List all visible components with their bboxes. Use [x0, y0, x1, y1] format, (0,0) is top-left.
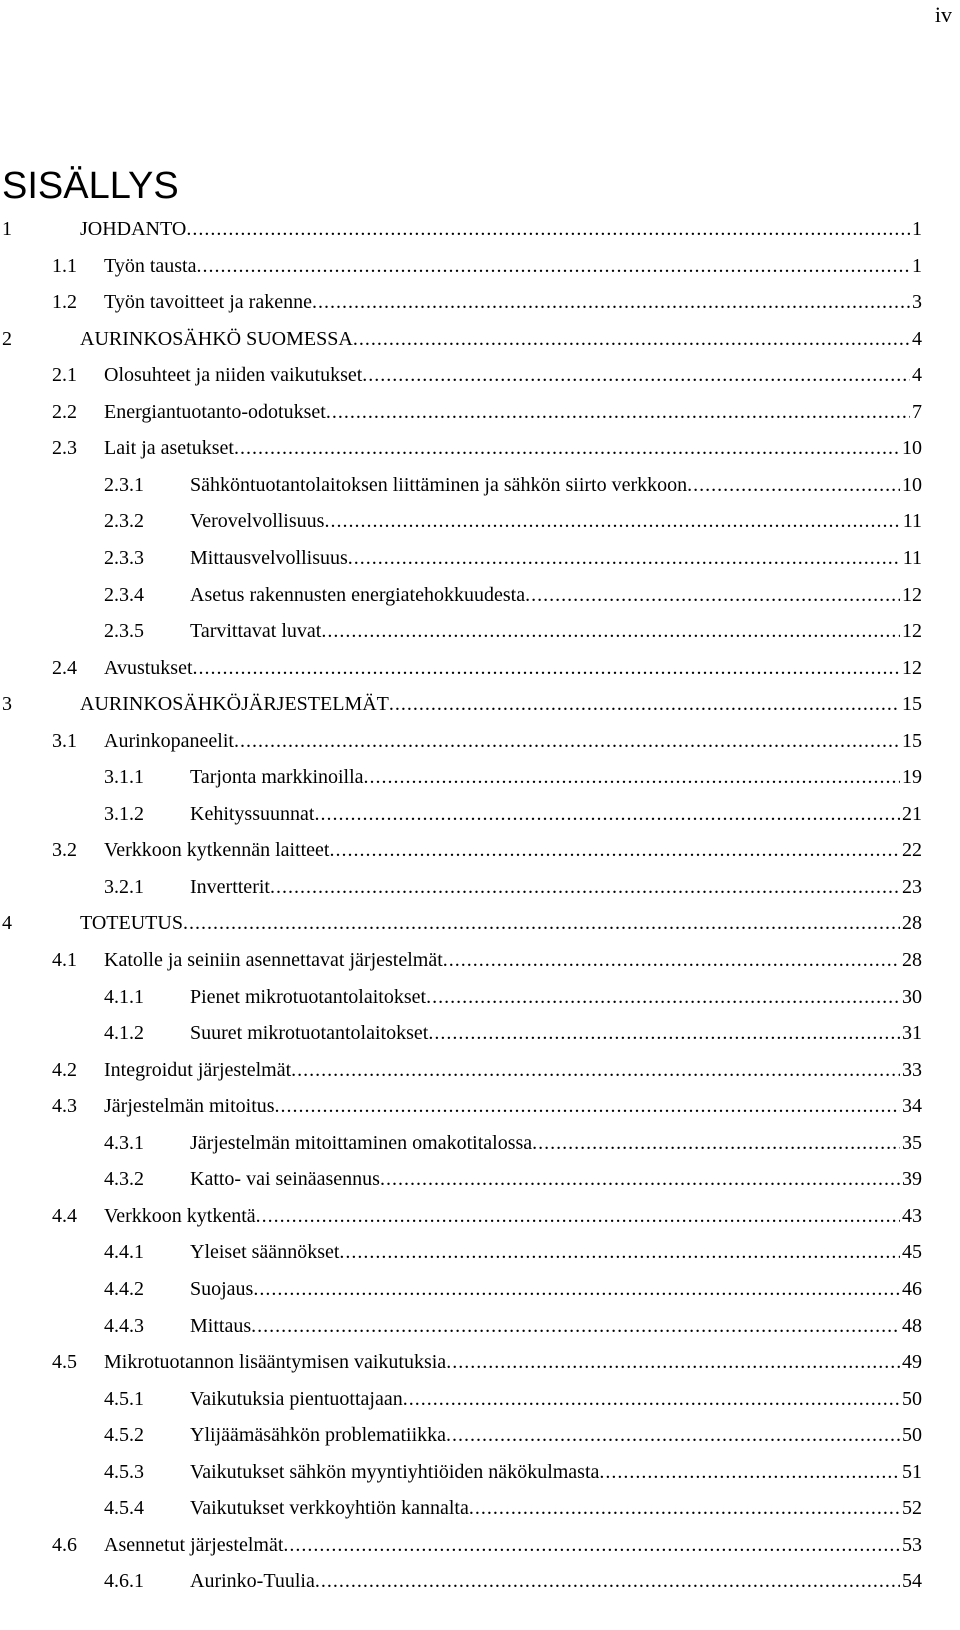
toc-entry-title: Tarvittavat luvat	[190, 620, 322, 643]
toc-entry-page: 11	[902, 546, 922, 569]
toc-entry-number: 4.2	[52, 1058, 77, 1081]
toc-entry[interactable]	[0, 357, 922, 393]
toc-entry-page: 31	[902, 1022, 922, 1045]
toc-entry-title: Vaikutukset sähkön myyntiyhtiöiden näkökulmasta	[190, 1460, 600, 1483]
toc-entry[interactable]	[0, 1015, 922, 1051]
toc-entry-body	[80, 905, 922, 941]
dot-leader	[283, 1527, 900, 1563]
toc-entry-title: Aurinkopaneelit	[104, 729, 234, 752]
toc-entry-title: Suojaus	[190, 1277, 254, 1300]
toc-entry-title: Järjestelmän mitoittaminen omakotitalossa	[190, 1131, 533, 1154]
toc-entry-page: 48	[902, 1314, 922, 1337]
toc-entry-number: 3.1	[52, 729, 77, 752]
toc-entry-page: 4	[912, 364, 922, 387]
toc-entry-number: 4.4.2	[104, 1277, 144, 1300]
toc-entry-page: 15	[902, 693, 922, 716]
toc-entry-number: 3.2.1	[104, 875, 144, 898]
dot-leader	[428, 1015, 900, 1051]
toc-entry-title: Verkkoon kytkennän laitteet	[104, 839, 330, 862]
toc-entry-number: 3	[2, 693, 12, 716]
toc-entry-number: 2.2	[52, 400, 77, 423]
toc-entry-page: 43	[902, 1204, 922, 1227]
toc-entry-page: 12	[902, 656, 922, 679]
toc-entry[interactable]	[0, 1490, 922, 1526]
dot-leader	[196, 248, 910, 284]
toc-entry-number: 2.4	[52, 656, 77, 679]
toc-entry-number: 4.1	[52, 949, 77, 971]
toc-entry-title: Mittaus	[190, 1314, 252, 1337]
toc-entry-title: AURINKOSÄHKÖJÄRJESTELMÄT	[80, 693, 389, 716]
toc-entry-title: Suuret mikrotuotantolaitokset	[190, 1022, 429, 1045]
toc-entry-body	[190, 467, 922, 503]
dot-leader	[326, 394, 910, 430]
toc-entry[interactable]	[0, 1308, 922, 1344]
toc-entry-number: 1	[2, 218, 12, 240]
toc-entry-number: 4.6	[52, 1533, 77, 1556]
toc-entry-number: 2.3.3	[104, 546, 144, 569]
toc-entry-page: 7	[912, 400, 922, 423]
toc-entry-body	[190, 613, 922, 649]
toc-entry[interactable]	[0, 832, 922, 868]
dot-leader	[321, 613, 900, 649]
toc-entry-number: 4.4.3	[104, 1314, 144, 1337]
toc-entry-number: 4.5.3	[104, 1460, 144, 1483]
toc-entry[interactable]	[0, 1381, 922, 1417]
toc-entry-page: 52	[902, 1497, 922, 1520]
toc-entry-title: Katto- vai seinäasennus	[190, 1168, 380, 1191]
toc-entry-number: 4	[2, 912, 12, 935]
toc-entry-title: Mittausvelvollisuus	[190, 546, 348, 569]
toc-entry-title: Työn tavoitteet ja rakenne	[104, 291, 312, 314]
dot-leader	[324, 503, 900, 539]
toc-entry-page: 35	[902, 1131, 922, 1154]
dot-leader	[353, 321, 910, 357]
toc-entry-page: 15	[902, 729, 922, 752]
toc-entry-page: 46	[902, 1277, 922, 1300]
toc-entry-number: 3.2	[52, 839, 77, 862]
toc-entry-number: 1.2	[52, 291, 77, 314]
toc-entry-body	[104, 1088, 922, 1124]
toc-entry-page: 12	[902, 620, 922, 643]
toc-entry-title: Asennetut järjestelmät	[104, 1533, 284, 1556]
toc-entry-body	[104, 1527, 922, 1563]
toc-entry[interactable]	[0, 942, 922, 978]
toc-entry[interactable]	[0, 1271, 922, 1307]
toc-entry[interactable]	[0, 248, 922, 284]
toc-entry[interactable]	[0, 577, 922, 613]
toc-entry-title: Pienet mikrotuotantolaitokset	[190, 985, 427, 1008]
toc-entry[interactable]	[0, 1198, 922, 1234]
toc-entry-title: Kehityssuunnat	[190, 802, 315, 825]
toc-entry-number: 4.5	[52, 1351, 77, 1374]
dot-leader	[186, 211, 910, 247]
toc-entry-title: Integroidut järjestelmät	[104, 1058, 292, 1081]
toc-entry[interactable]	[0, 1234, 922, 1270]
toc-entry-title: Olosuhteet ja niiden vaikutukset	[104, 364, 363, 387]
dot-leader	[234, 430, 900, 466]
toc-entry-number: 2.3	[52, 437, 77, 460]
toc-entry[interactable]	[0, 1454, 922, 1490]
toc-entry-body	[104, 832, 922, 868]
toc-entry[interactable]	[0, 759, 922, 795]
toc-entry-body	[190, 979, 922, 1015]
dot-leader	[291, 1052, 900, 1088]
toc-entry-title: Lait ja asetukset	[104, 437, 234, 460]
toc-entry-title: Verovelvollisuus	[190, 510, 325, 533]
toc-entry-title: Vaikutukset verkkoyhtiön kannalta	[190, 1497, 469, 1520]
dot-leader	[364, 759, 900, 795]
toc-entry-title: Sähköntuotantolaitoksen liittäminen ja sähkön siirto verkkoon	[190, 473, 688, 496]
dot-leader	[469, 1490, 900, 1526]
toc-entry-number: 4.3.1	[104, 1131, 144, 1154]
toc-entry-title: Tarjonta markkinoilla	[190, 766, 364, 789]
dot-leader	[687, 467, 900, 503]
toc-entry-body	[190, 1454, 922, 1490]
toc-entry-body	[104, 394, 922, 430]
toc-entry-page: 23	[902, 875, 922, 898]
toc-entry-title: Ylijäämäsähkön problematiikka	[190, 1424, 447, 1447]
toc-entry-number: 2.3.4	[104, 583, 144, 606]
dot-leader	[403, 1381, 900, 1417]
dot-leader	[525, 577, 900, 613]
toc-entry-body	[80, 321, 922, 357]
dot-leader	[312, 284, 910, 320]
toc-entry-title: Aurinko-Tuulia	[190, 1570, 315, 1593]
toc-entry[interactable]	[0, 686, 922, 722]
toc-entry-page: 34	[902, 1095, 922, 1118]
toc-entry-title: JOHDANTO	[80, 218, 187, 240]
toc-entry-body	[190, 503, 922, 539]
toc-entry[interactable]	[0, 1125, 922, 1161]
dot-leader	[314, 796, 900, 832]
toc-entry-body	[104, 1198, 922, 1234]
toc-entry-body	[190, 577, 922, 613]
toc-entry-body	[190, 1563, 922, 1599]
dot-leader	[443, 942, 900, 978]
toc-entry-number: 4.1.2	[104, 1022, 144, 1045]
toc-entry-body	[80, 686, 922, 722]
dot-leader	[251, 1308, 900, 1344]
toc-entry[interactable]	[0, 1563, 922, 1599]
toc-entry-body	[104, 942, 922, 978]
toc-entry-number: 4.1.1	[104, 985, 144, 1008]
toc-entry[interactable]	[0, 613, 922, 649]
toc-entry-page: 21	[902, 802, 922, 825]
toc-entry-title: TOTEUTUS	[80, 912, 183, 935]
toc-entry-page: 19	[902, 766, 922, 789]
toc-entry-title: Työn tausta	[104, 254, 197, 277]
toc-entry-page: 10	[902, 473, 922, 496]
toc-entry-number: 4.5.2	[104, 1424, 144, 1447]
toc-entry-body	[104, 357, 922, 393]
toc-entry[interactable]	[0, 1161, 922, 1197]
toc-entry-page: 30	[902, 985, 922, 1008]
toc-entry-number: 4.5.1	[104, 1387, 144, 1410]
toc-entry-page: 12	[902, 583, 922, 606]
toc-entry[interactable]	[0, 979, 922, 1015]
toc-entry-number: 4.4	[52, 1204, 77, 1227]
toc-entry-page: 4	[912, 327, 922, 350]
toc-entry-title: Katolle ja seiniin asennettavat järjestelmät	[104, 949, 443, 971]
toc-entry[interactable]	[0, 540, 922, 576]
dot-leader	[275, 1088, 900, 1124]
toc-entry-body	[104, 1052, 922, 1088]
toc-entry-page: 28	[902, 912, 922, 935]
toc-entry-body	[104, 723, 922, 759]
toc-entry-title: Yleiset säännökset	[190, 1241, 340, 1264]
toc-entry-title: Mikrotuotannon lisääntymisen vaikutuksia	[104, 1351, 447, 1374]
toc-entry-page: 10	[902, 437, 922, 460]
toc-entry[interactable]	[0, 1344, 922, 1380]
toc-entry-title: AURINKOSÄHKÖ SUOMESSA	[80, 327, 353, 350]
dot-leader	[446, 1344, 900, 1380]
dot-leader	[253, 1271, 900, 1307]
dot-leader	[348, 540, 901, 576]
toc-entry-body	[104, 1344, 922, 1380]
toc-entry-page: 1	[912, 218, 922, 240]
toc-entry-number: 2.3.5	[104, 620, 144, 643]
toc-entry-page: 51	[902, 1460, 922, 1483]
toc-entry[interactable]	[0, 284, 922, 320]
dot-leader	[183, 905, 900, 941]
toc-entry-title: Verkkoon kytkentä	[104, 1204, 256, 1227]
toc-entry[interactable]	[0, 503, 922, 539]
toc-entry-body	[190, 869, 922, 905]
toc-entry-number: 4.3	[52, 1095, 77, 1118]
toc-entry-page: 49	[902, 1351, 922, 1374]
toc-entry[interactable]	[0, 211, 922, 247]
toc-entry[interactable]	[0, 321, 922, 357]
toc-entry-number: 4.4.1	[104, 1241, 144, 1264]
toc-entry-body	[190, 1161, 922, 1197]
toc-entry[interactable]	[0, 796, 922, 832]
toc-entry-number: 4.5.4	[104, 1497, 144, 1520]
toc-entry[interactable]	[0, 1527, 922, 1563]
toc-entry-number: 1.1	[52, 254, 77, 277]
toc-entry[interactable]	[0, 430, 922, 466]
toc-entry-title: Avustukset	[104, 656, 193, 679]
toc-entry-body	[190, 1125, 922, 1161]
toc-entry-number: 2.1	[52, 364, 77, 387]
toc-entry-body	[190, 759, 922, 795]
toc-entry[interactable]	[0, 1052, 922, 1088]
dot-leader	[426, 979, 900, 1015]
dot-leader	[193, 650, 900, 686]
dot-leader	[599, 1454, 900, 1490]
toc-entry-body	[190, 1271, 922, 1307]
toc-entry-title: Vaikutuksia pientuottajaan	[190, 1387, 403, 1410]
dot-leader	[234, 723, 900, 759]
toc-entry-body	[190, 1308, 922, 1344]
toc-entry-page: 11	[902, 510, 922, 533]
toc-entry-number: 2.3.1	[104, 473, 144, 496]
toc-entry-body	[104, 650, 922, 686]
toc-entry-title: Energiantuotanto-odotukset	[104, 400, 326, 423]
toc-entry-page: 45	[902, 1241, 922, 1264]
toc-entry-page: 1	[912, 254, 922, 277]
toc-entry-page: 50	[902, 1424, 922, 1447]
toc-entry-number: 4.3.2	[104, 1168, 144, 1191]
toc-entry-title: Invertterit	[190, 875, 270, 898]
toc-entry-body	[190, 1015, 922, 1051]
dot-leader	[339, 1234, 900, 1270]
toc-entry-body	[80, 211, 922, 247]
toc-entry-page: 33	[902, 1058, 922, 1081]
dot-leader	[389, 686, 900, 722]
toc-entry-page: 54	[902, 1570, 922, 1593]
toc-entry-number: 3.1.1	[104, 766, 144, 789]
toc-entry[interactable]	[0, 650, 922, 686]
toc-entry-body	[104, 284, 922, 320]
toc-entry[interactable]	[0, 723, 922, 759]
toc-entry-body	[190, 540, 922, 576]
toc-entry-body	[190, 1490, 922, 1526]
toc-entry-number: 3.1.2	[104, 802, 144, 825]
dot-leader	[362, 357, 910, 393]
toc-entry-title: Järjestelmän mitoitus	[104, 1095, 275, 1118]
dot-leader	[532, 1125, 900, 1161]
toc-entry-page: 53	[902, 1533, 922, 1556]
dot-leader	[256, 1198, 900, 1234]
dot-leader	[270, 869, 900, 905]
toc-entry[interactable]	[0, 869, 922, 905]
toc-entry-page: 39	[902, 1168, 922, 1191]
dot-leader	[315, 1563, 900, 1599]
toc-entry-number: 2	[2, 327, 12, 350]
toc-entry-body	[190, 1381, 922, 1417]
page-number: iv	[934, 2, 952, 27]
toc-entry[interactable]	[0, 467, 922, 503]
toc-entry-number: 2.3.2	[104, 510, 144, 533]
toc-entry-page: 28	[902, 949, 922, 971]
toc-entry[interactable]	[0, 1417, 922, 1453]
toc-entry[interactable]	[0, 905, 922, 941]
toc-entry-page: 22	[902, 839, 922, 862]
toc-entry-number: 4.6.1	[104, 1570, 144, 1593]
toc-heading: SISÄLLYS	[2, 165, 179, 207]
dot-leader	[446, 1417, 900, 1453]
toc-entry-page: 3	[912, 291, 922, 314]
toc-entry-title: Asetus rakennusten energiatehokkuudesta	[190, 583, 526, 606]
toc-entry-body	[190, 796, 922, 832]
dot-leader	[380, 1161, 900, 1197]
dot-leader	[330, 832, 901, 868]
toc-entry[interactable]	[0, 394, 922, 430]
toc-entry-page: 50	[902, 1387, 922, 1410]
toc-entry-body	[190, 1234, 922, 1270]
toc-entry-body	[190, 1417, 922, 1453]
toc-entry[interactable]	[0, 1088, 922, 1124]
toc-entry-body	[104, 430, 922, 466]
toc-entry-body	[104, 248, 922, 284]
